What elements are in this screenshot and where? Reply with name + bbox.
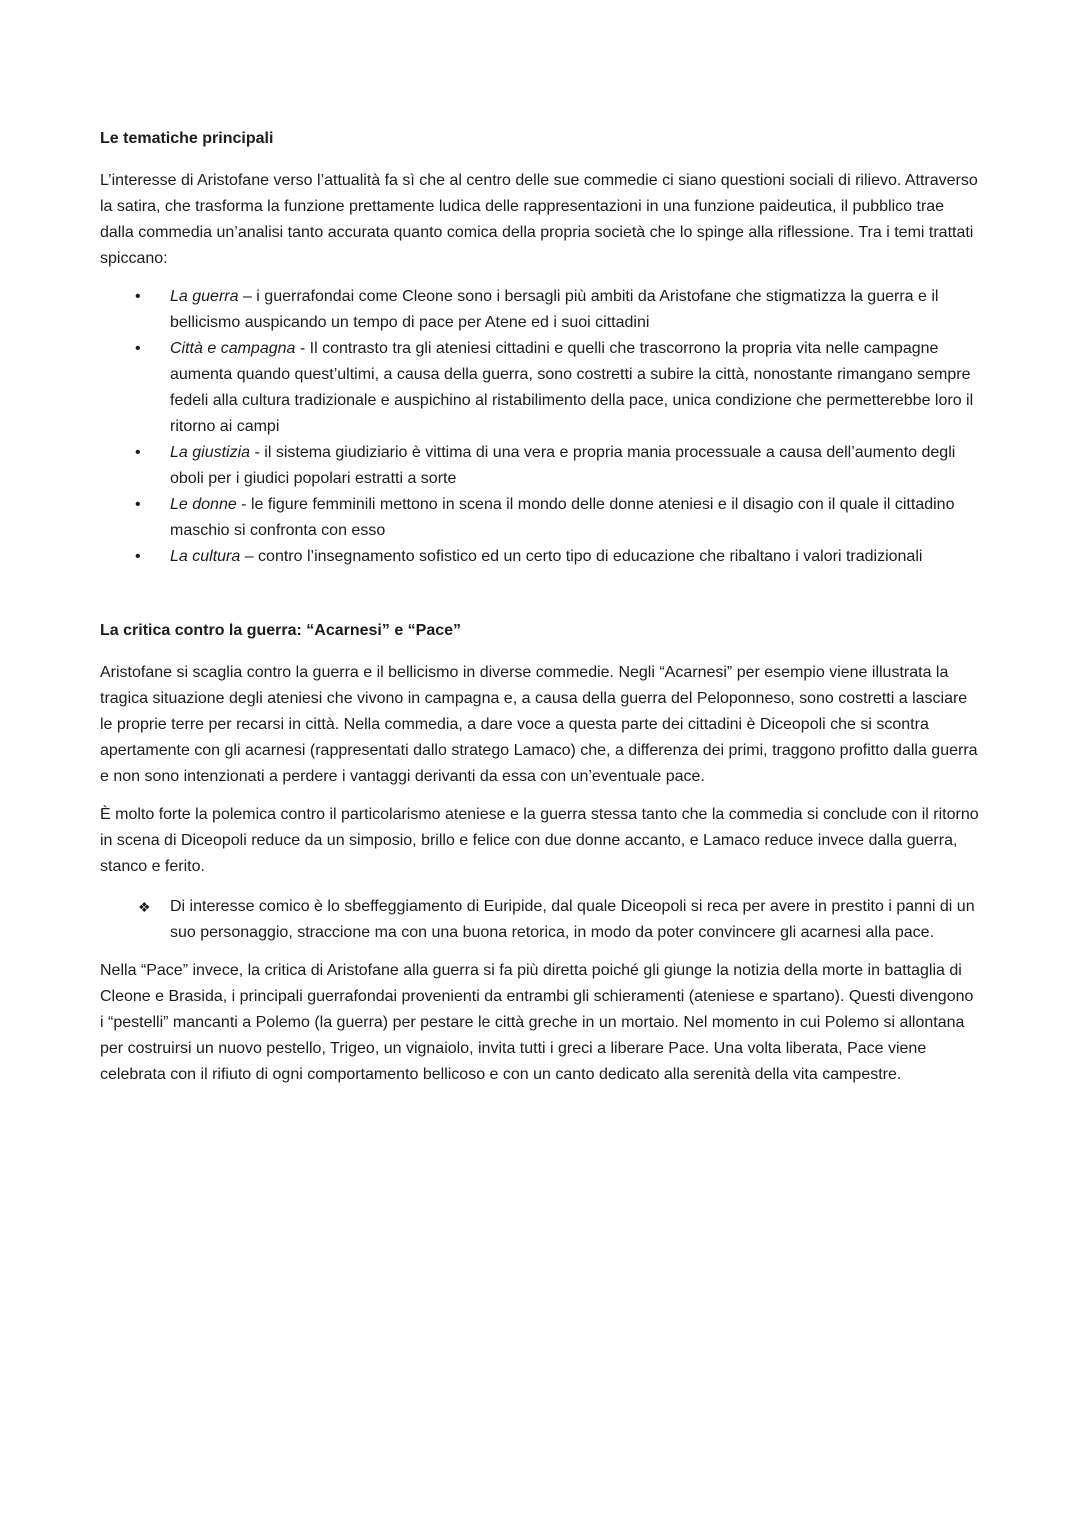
bullet-rest: - il sistema giudiziario è vittima di una vera e propria mania processuale a causa dell’aumento degli oboli per i giudici popolari estratti a sorte xyxy=(170,444,956,487)
bullet-lead: La guerra xyxy=(170,288,239,305)
bullet-rest: - Il contrasto tra gli ateniesi cittadini e quelli che trascorrono la propria vita nelle campagne aumenta quando quest’ultimi, a causa della guerra, sono costretti a subire la città, nonostante rimangano sempre fedeli alla cultura tradizionale e auspichino al ristabilimento della pace, unica condizione che permetterebbe loro il ritorno ai campi xyxy=(170,340,974,435)
diamond-bullet-icon: ❖ xyxy=(138,899,151,915)
bullet-icon: • xyxy=(135,340,141,357)
list-item xyxy=(100,440,980,492)
bullet-lead: La giustizia xyxy=(170,444,251,461)
list-item xyxy=(100,492,980,544)
bullet-rest: – i guerrafondai come Cleone sono i bersagli più ambiti da Aristofane che stigmatizza la guerra e il bellicismo auspicando un tempo di pace per Atene ed i suoi cittadini xyxy=(170,288,939,331)
bullet-lead: Città e campagna xyxy=(170,340,296,357)
list-item xyxy=(100,336,980,440)
bullet-text xyxy=(170,492,980,544)
section1-heading: Le tematiche principali xyxy=(100,130,274,147)
diamond-note-text: Di interesse comico è lo sbeffeggiamento di Euripide, dal quale Diceopoli si reca per avere in prestito i panni di un suo personaggio, straccione ma con una buona retorica, in modo da poter convincere gli acarnesi alla pace. xyxy=(170,898,975,941)
list-item xyxy=(100,894,980,946)
list-item xyxy=(100,284,980,336)
bullet-rest: - le figure femminili mettono in scena il mondo delle donne ateniesi e il disagio con il quale il cittadino maschio si confronta con esso xyxy=(170,496,955,539)
bullet-lead: La cultura xyxy=(170,548,241,565)
section2-paragraph-2: È molto forte la polemica contro il particolarismo ateniese e la guerra stessa tanto che la commedia si conclude con il ritorno in scena di Diceopoli reduce da un simposio, brillo e felice con due donne accanto, e Lamaco reduce invece dalla guerra, stanco e ferito. xyxy=(100,806,979,875)
bullet-icon: • xyxy=(135,444,141,461)
section1-intro-paragraph: L’interesse di Aristofane verso l’attualità fa sì che al centro delle sue commedie ci siano questioni sociali di rilievo. Attraverso la satira, che trasforma la funzione prettamente ludica delle rappresentazioni in una funzione paideutica, il pubblico trae dalla commedia un’analisi tanto accurata quanto comica della propria società che lo spinge alla riflessione. Tra i temi trattati spiccano: xyxy=(100,172,978,267)
bullet-icon: • xyxy=(135,288,141,305)
bullet-text xyxy=(170,284,980,336)
bullet-rest: – contro l’insegnamento sofistico ed un certo tipo di educazione che ribaltano i valori tradizionali xyxy=(240,548,923,565)
list-item xyxy=(100,544,980,570)
section2-paragraph-1: Aristofane si scaglia contro la guerra e il bellicismo in diverse commedie. Negli “Acarnesi” per esempio viene illustrata la tragica situazione degli ateniesi che vivono in campagna e, a causa della guerra del Peloponneso, sono costretti a lasciare le proprie terre per recarsi in città. Nella commedia, a dare voce a questa parte dei cittadini è Diceopoli che si scontra apertamente con gli acarnesi (rappresentati dallo stratego Lamaco) che, a differenza dei primi, traggono profitto dalla guerra e non sono intenzionati a perdere i vantaggi derivanti da essa con un’eventuale pace. xyxy=(100,664,978,785)
bullet-icon: • xyxy=(135,548,141,565)
section2-paragraph-3: Nella “Pace” invece, la critica di Aristofane alla guerra si fa più diretta poiché gli giunge la notizia della morte in battaglia di Cleone e Brasida, i principali guerrafondai provenienti da entrambi gli schieramenti (ateniese e spartano). Questi divengono i “pestelli” mancanti a Polemo (la guerra) per pestare le città greche in un mortaio. Nel momento in cui Polemo si allontana per costruirsi un nuovo pestello, Trigeo, un vignaiolo, invita tutti i greci a liberare Pace. Una volta liberata, Pace viene celebrata con il rifiuto di ogni comportamento bellicoso e con un canto dedicato alla serenità della vita campestre. xyxy=(100,962,974,1083)
section2-heading: La critica contro la guerra: “Acarnesi” e “Pace” xyxy=(100,622,462,639)
bullet-text xyxy=(170,440,980,492)
themes-bullet-list xyxy=(100,284,980,570)
comic-note-list xyxy=(100,894,980,946)
bullet-text xyxy=(170,544,980,570)
bullet-text xyxy=(170,336,980,440)
bullet-icon: • xyxy=(135,496,141,513)
bullet-lead: Le donne xyxy=(170,496,237,513)
